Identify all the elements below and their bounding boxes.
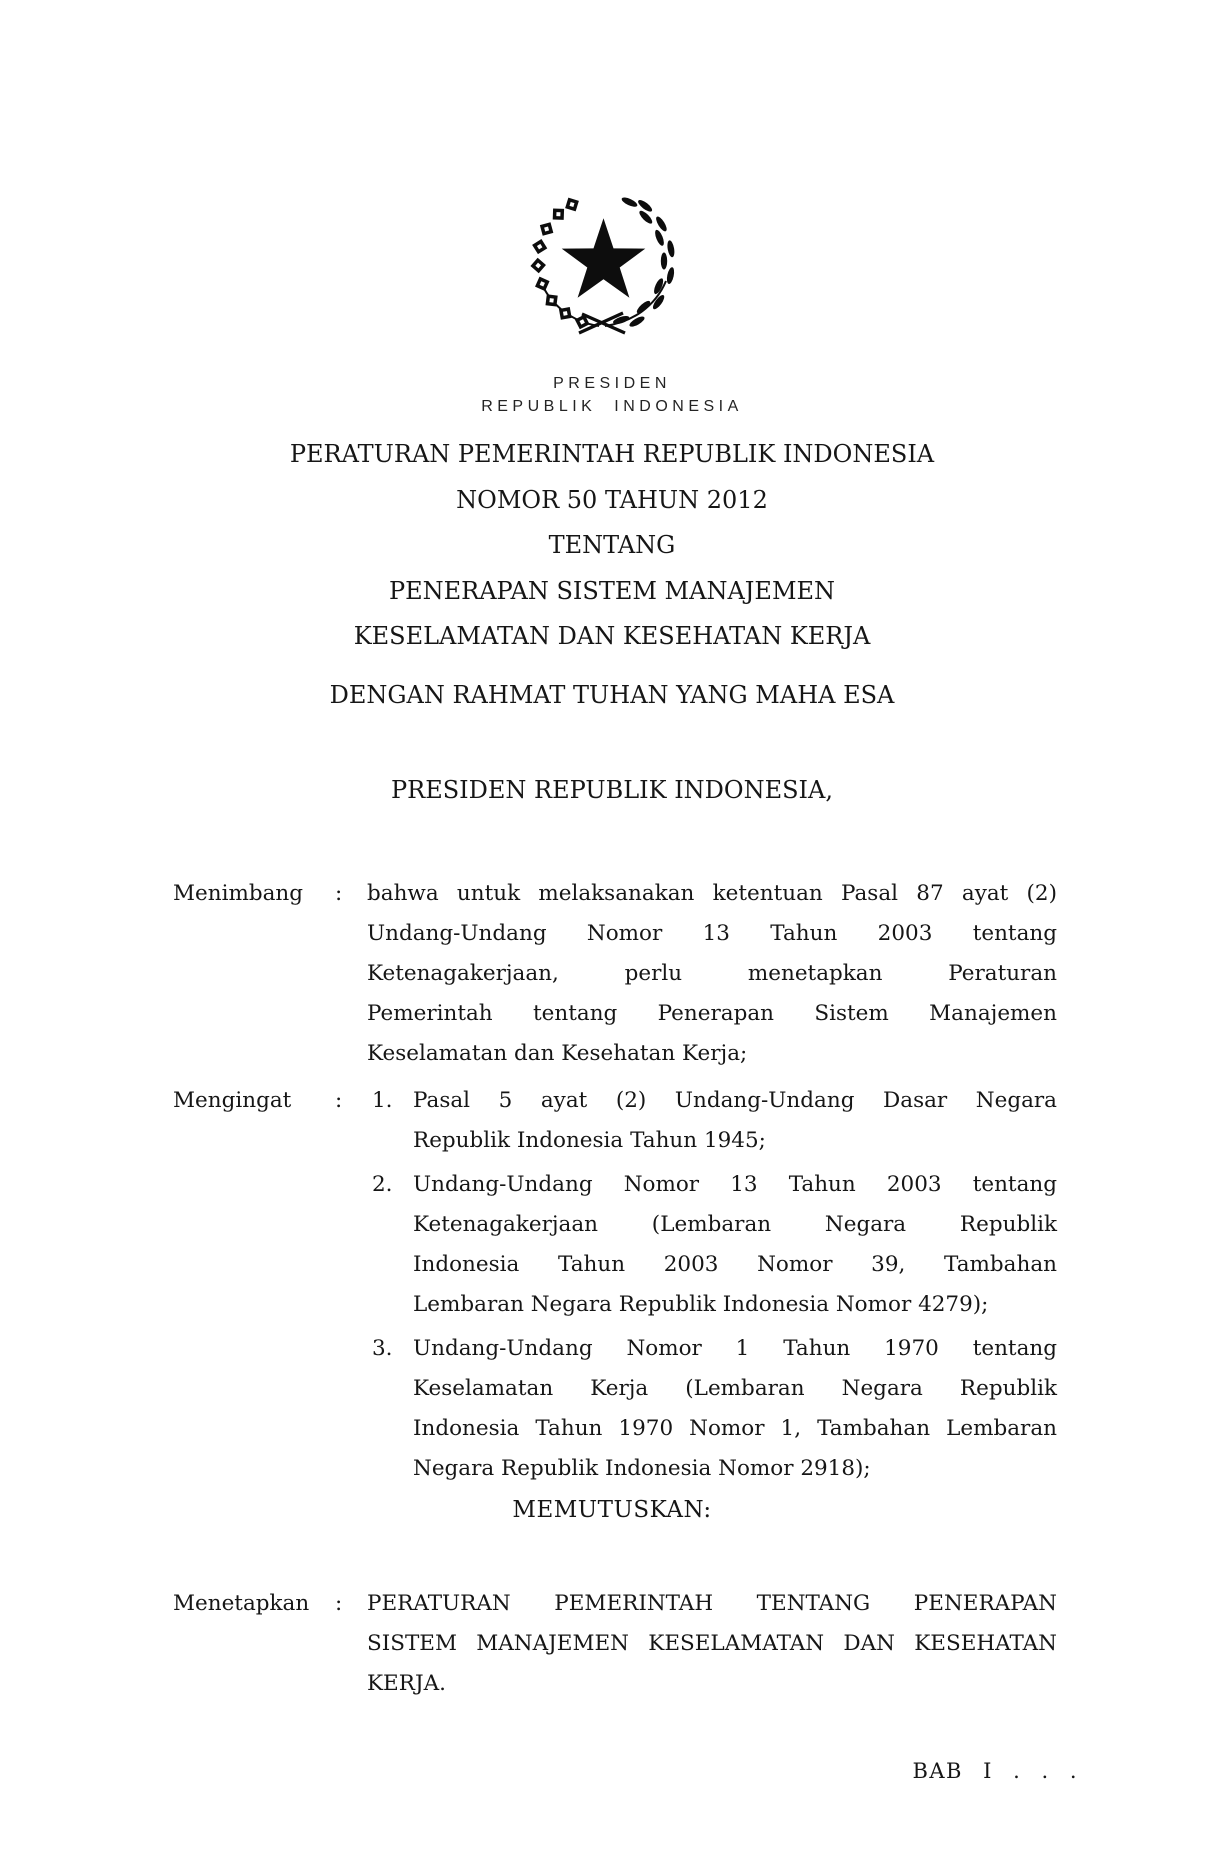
letterhead-line-republik-indonesia: REPUBLIK INDONESIA <box>481 398 743 415</box>
body-line: Negara Republik Indonesia Nomor 2918); <box>413 1456 871 1481</box>
body-line: Ketenagakerjaan, perlu menetapkan Peraturan <box>367 961 1057 986</box>
item-number: 2. <box>372 1172 393 1197</box>
legal-basis-list <box>367 1081 1057 1489</box>
letterhead-line-presiden: PRESIDEN <box>553 375 671 392</box>
body-line: Republik Indonesia Tahun 1945; <box>413 1128 766 1153</box>
body-line: Undang-Undang Nomor 13 Tahun 2003 tentang <box>413 1172 1057 1197</box>
title-line: PENERAPAN SISTEM MANAJEMEN <box>388 576 836 605</box>
cotton-wreath <box>530 198 589 330</box>
item-text <box>413 1081 1057 1161</box>
clause-colon: : <box>335 1591 343 1616</box>
enacting-clause <box>173 1584 1057 1704</box>
body-line: Keselamatan dan Kesehatan Kerja; <box>367 1041 748 1066</box>
body-line: Pemerintah tentang Penerapan Sistem Manajemen <box>367 1001 1057 1026</box>
clause-colon: : <box>335 1088 343 1113</box>
document-title <box>0 432 1224 660</box>
recalling-clause <box>173 1081 1057 1489</box>
star-icon <box>562 218 646 298</box>
clause-label: Menetapkan <box>173 1591 310 1616</box>
item-number: 3. <box>372 1336 393 1361</box>
clause-body <box>367 874 1057 1074</box>
title-line: TENTANG <box>548 531 676 559</box>
title-line: KESELAMATAN DAN KESEHATAN KERJA <box>353 622 871 650</box>
title-line: NOMOR 50 TAHUN 2012 <box>456 485 768 514</box>
item-text <box>413 1329 1057 1489</box>
body-line: Keselamatan Kerja (Lembaran Negara Republik <box>413 1376 1057 1401</box>
letterhead <box>0 372 1224 418</box>
legal-basis-item <box>367 1329 1057 1489</box>
body-line: KERJA. <box>367 1671 446 1696</box>
clause-colon: : <box>335 881 343 906</box>
preamble-heading: PRESIDEN REPUBLIK INDONESIA, <box>390 776 833 804</box>
body-line: Indonesia Tahun 1970 Nomor 1, Tambahan Lembaran <box>413 1416 1057 1441</box>
body-line: SISTEM MANAJEMEN KESELAMATAN DAN KESEHATAN <box>367 1631 1057 1656</box>
clause-label: Menimbang <box>173 881 304 906</box>
considering-clause <box>173 874 1057 1074</box>
body-line: Undang-Undang Nomor 13 Tahun 2003 tentang <box>367 921 1057 946</box>
decision-heading: MEMUTUSKAN: <box>512 1497 712 1523</box>
invocation-line: DENGAN RAHMAT TUHAN YANG MAHA ESA <box>329 681 895 709</box>
body-line: Pasal 5 ayat (2) Undang-Undang Dasar Negara <box>413 1088 1057 1113</box>
body-line: PERATURAN PEMERINTAH TENTANG PENERAPAN <box>367 1591 1057 1616</box>
body-line: Lembaran Negara Republik Indonesia Nomor 4279); <box>413 1292 989 1317</box>
clause-body <box>367 1584 1057 1704</box>
body-line: Indonesia Tahun 2003 Nomor 39, Tambahan <box>413 1252 1057 1277</box>
item-text <box>413 1165 1057 1325</box>
body-line: Undang-Undang Nomor 1 Tahun 1970 tentang <box>413 1336 1057 1361</box>
page-catchword: BAB I . . . <box>912 1759 1078 1783</box>
body-line: Ketenagakerjaan (Lembaran Negara Republik <box>413 1212 1057 1237</box>
presidential-emblem-icon <box>527 195 677 335</box>
title-line: PERATURAN PEMERINTAH REPUBLIK INDONESIA <box>289 440 935 468</box>
legal-basis-item <box>367 1081 1057 1161</box>
legal-basis-item <box>367 1165 1057 1325</box>
body-line: bahwa untuk melaksanakan ketentuan Pasal 87 ayat (2) <box>367 881 1057 906</box>
item-number: 1. <box>372 1088 393 1113</box>
clause-label: Mengingat <box>173 1088 292 1113</box>
